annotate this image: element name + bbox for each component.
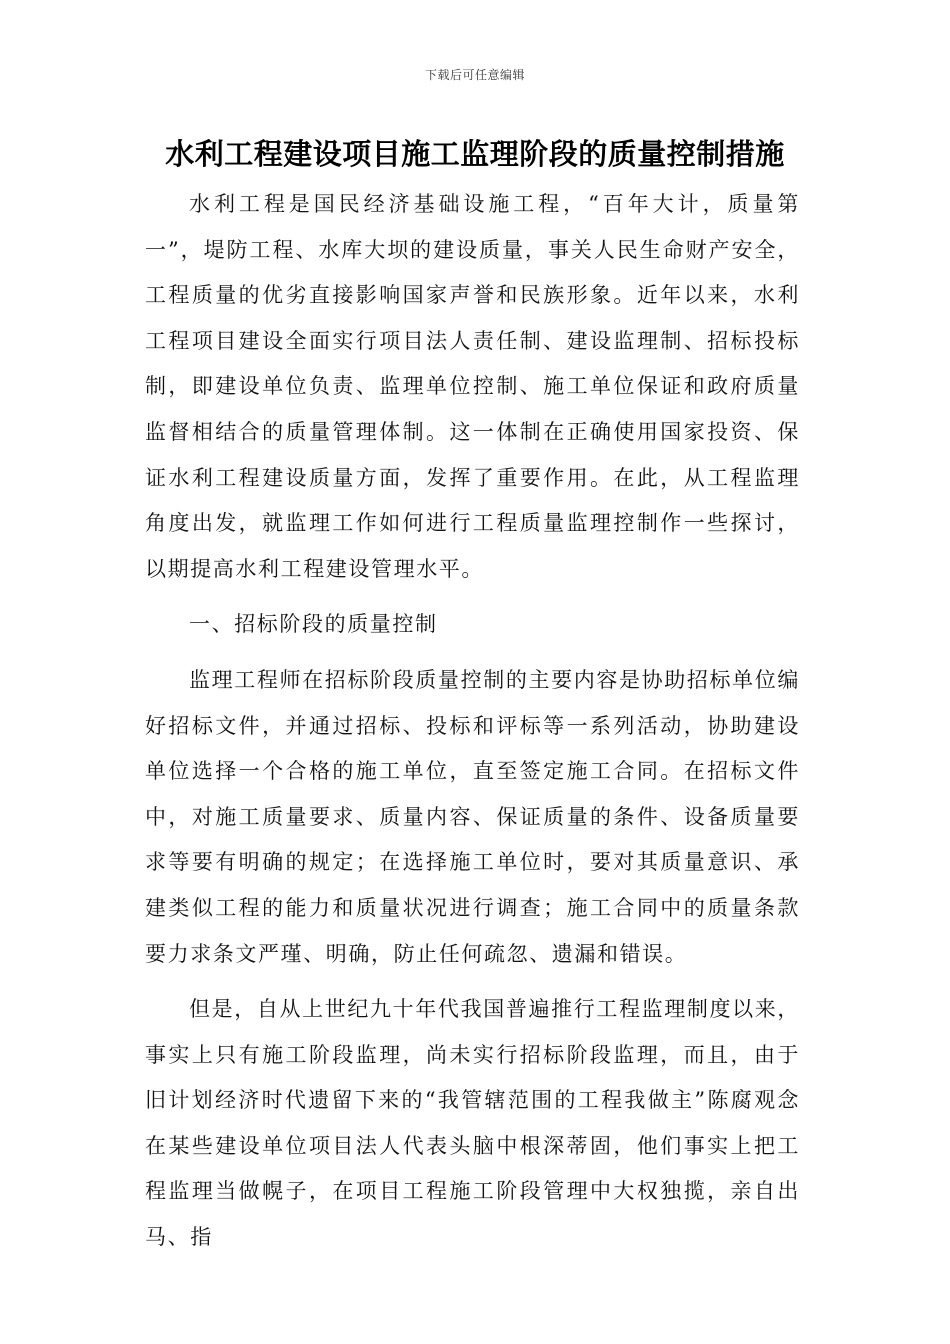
header-note: 下载后可任意编辑 [424,68,525,82]
document-title: 水利工程建设项目施工监理阶段的质量控制措施 [165,137,785,171]
paragraph-bidding: 监理工程师在招标阶段质量控制的主要内容是协助招标单位编好招标文件，并通过招标、投标和评标等一系列活动，协助建设单位选择一个合格的施工单位，直至签定施工合同。在招标文件中，对施工质量要求、质量内容、保证质量的条件、设备质量要求等要有明确的规定；在选择施工单位时，要对其质量意识、承建类似工程的能力和质量状况进行调查；施工合同中的质量条款要力求条文严瑾、明确，防止任何疏忽、遗漏和错误。 [145,667,800,966]
document-body [145,182,800,1261]
section-heading: 一、招标阶段的质量控制 [189,612,438,637]
paragraph-practice: 但是，自从上世纪九十年代我国普遍推行工程监理制度以来，事实上只有施工阶段监理，尚未实行招标阶段监理，而且，由于旧计划经济时代遗留下来的“我管辖范围的工程我做主”陈腐观念在某些建设单位项目法人代表头脑中根深蒂固，他们事实上把工程监理当做幌子，在项目工程施工阶段管理中大权独揽，亲自出马、指 [145,997,800,1250]
paragraph-intro: 水利工程是国民经济基础设施工程，“百年大计，质量第一”，堤防工程、水库大坝的建设质量，事关人民生命财产安全，工程质量的优劣直接影响国家声誉和民族形象。近年以来，水利工程项目建设全面实行项目法人责任制、建设监理制、招标投标制，即建设单位负责、监理单位控制、施工单位保证和政府质量监督相结合的质量管理体制。这一体制在正确使用国家投资、保证水利工程建设质量方面，发挥了重要作用。在此，从工程监理角度出发，就监理工作如何进行工程质量监理控制作一些探讨，以期提高水利工程建设管理水平。 [145,192,800,581]
